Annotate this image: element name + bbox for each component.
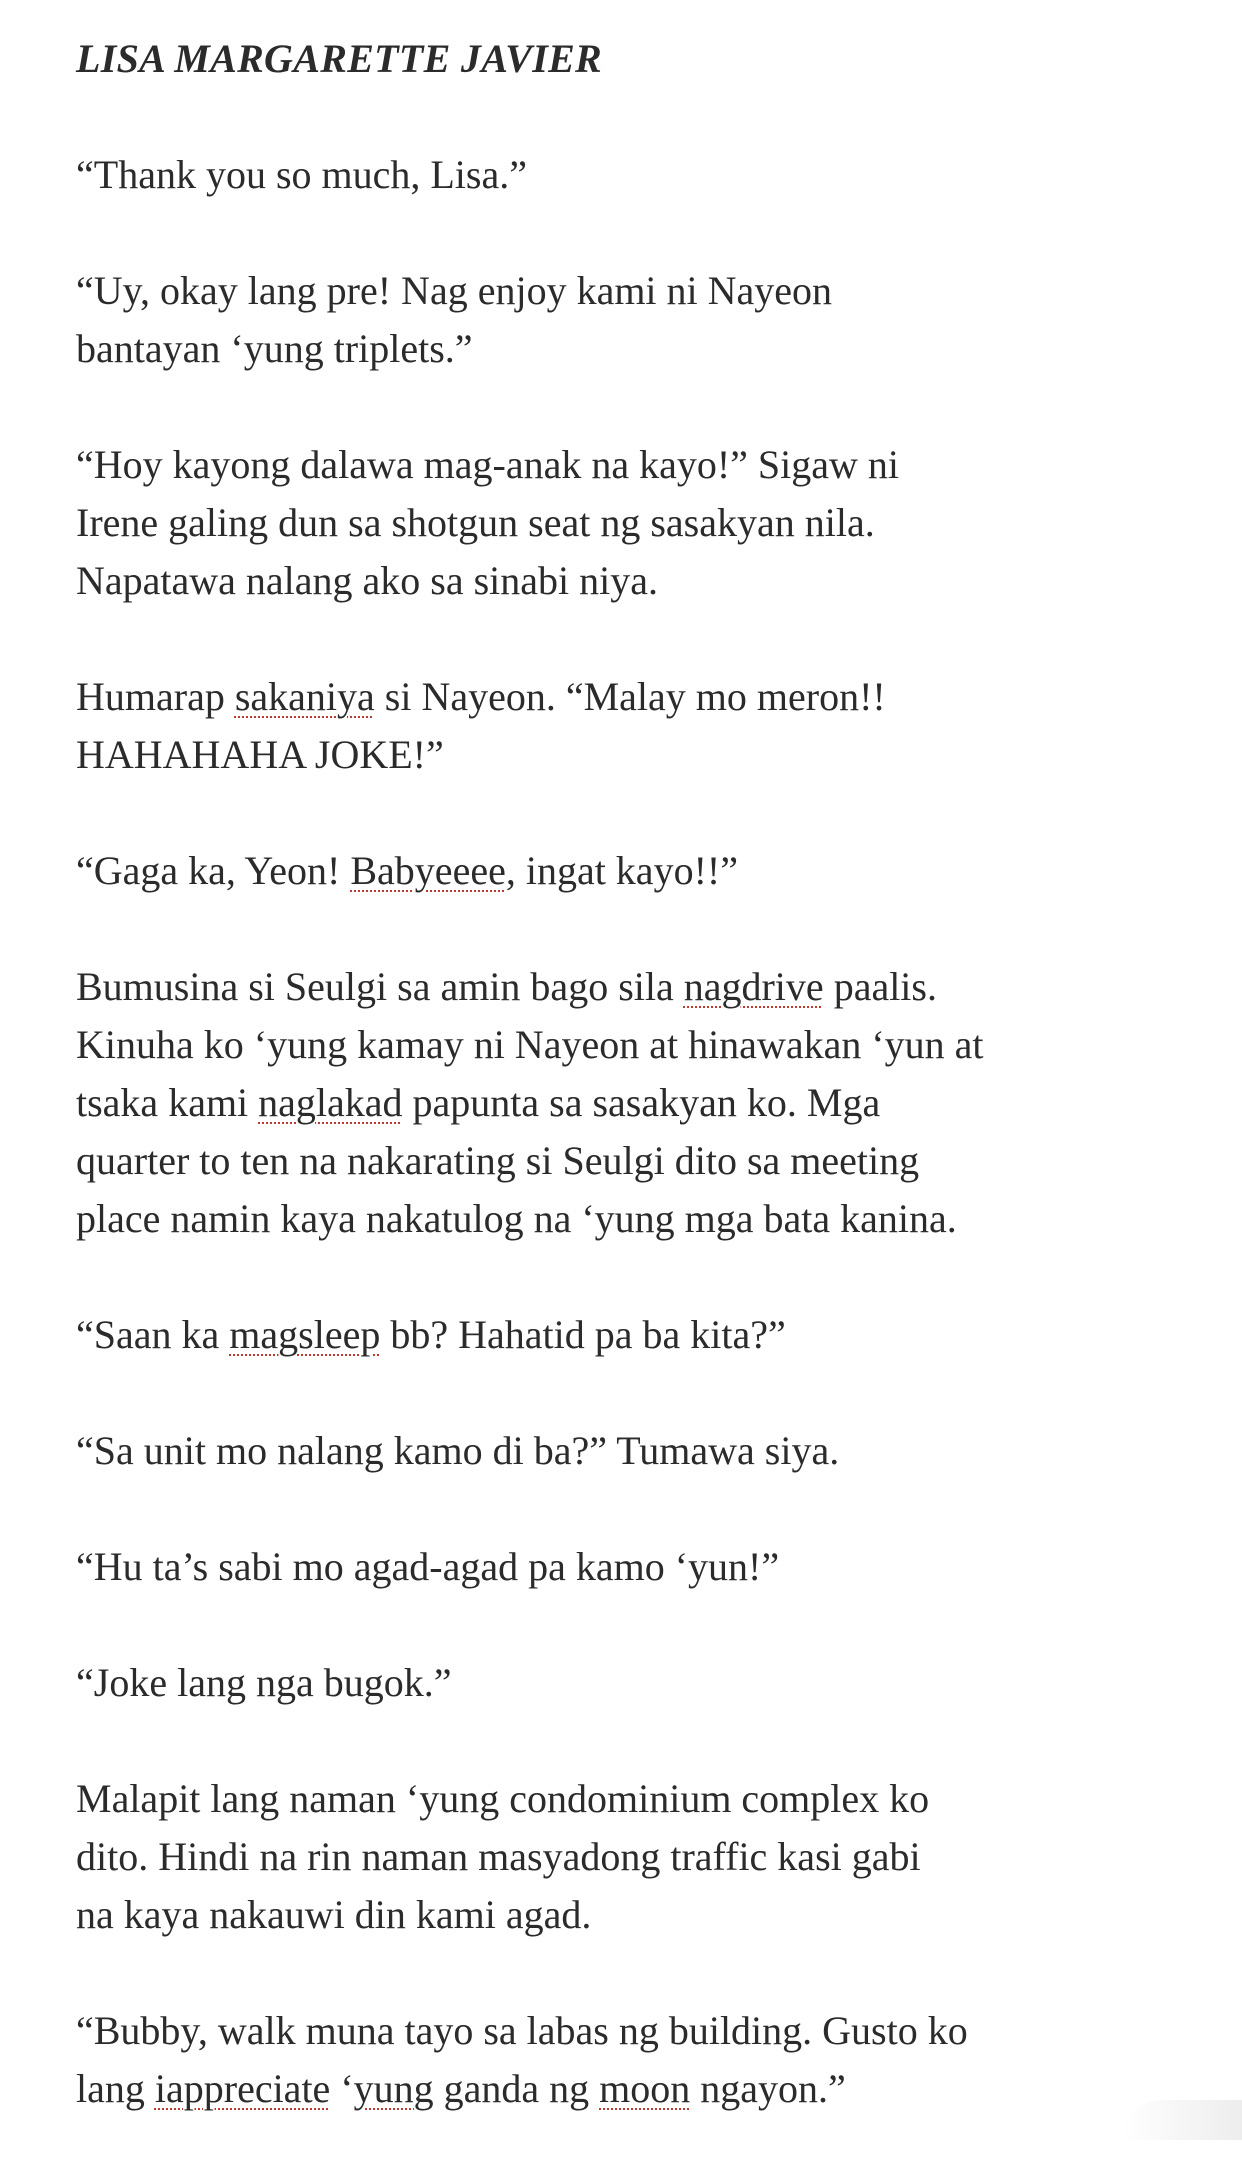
text-segment: “Hoy kayong dalawa mag-anak na kayo!” Sigaw ni: [76, 442, 900, 487]
text-segment: Bumusina si Seulgi sa amin bago sila: [76, 964, 684, 1009]
paragraph: [76, 436, 1186, 610]
text-segment: bantayan ‘yung triplets.”: [76, 326, 473, 371]
text-segment: si Nayeon. “Malay mo meron!!: [374, 674, 886, 719]
text-segment: Malapit lang naman ‘yung condominium complex ko: [76, 1776, 930, 1821]
text-segment: place namin kaya nakatulog na ‘yung mga bata kanina.: [76, 1196, 957, 1241]
text-line: [76, 668, 1186, 726]
paragraph: [76, 1770, 1186, 1944]
text-line: [76, 1770, 1186, 1828]
paragraph: [76, 668, 1186, 784]
text-segment: “Sa unit mo nalang kamo di ba?” Tumawa siya.: [76, 1428, 840, 1473]
paragraph: [76, 842, 1186, 900]
text-segment: “Saan ka: [76, 1312, 230, 1357]
text-line: [76, 494, 1186, 552]
text-line: [76, 320, 1186, 378]
text-line: [76, 436, 1186, 494]
text-segment: Kinuha ko ‘yung kamay ni Nayeon at hinawakan ‘yun at: [76, 1022, 984, 1067]
text-segment: “Bubby, walk muna tayo sa labas ng building. Gusto ko: [76, 2008, 968, 2053]
document-page: [76, 30, 1186, 2176]
text-line: [76, 842, 1186, 900]
text-segment: , ingat kayo!!”: [505, 848, 738, 893]
text-segment: “Joke lang nga bugok.”: [76, 1660, 452, 1705]
text-segment: dito. Hindi na rin naman masyadong traffic kasi gabi: [76, 1834, 921, 1879]
spellcheck-flagged-word: Babyeeee: [350, 848, 506, 893]
paragraph: [76, 1654, 1186, 1712]
spellcheck-flagged-word: moon: [599, 2066, 691, 2111]
document-body: [76, 146, 1186, 2118]
text-line: [76, 1074, 1186, 1132]
text-segment: quarter to ten na nakarating si Seulgi dito sa meeting: [76, 1138, 920, 1183]
text-line: [76, 146, 1186, 204]
text-segment: Irene galing dun sa shotgun seat ng sasakyan nila.: [76, 500, 875, 545]
text-line: [76, 262, 1186, 320]
spellcheck-flagged-word: naglakad: [258, 1080, 403, 1125]
text-line: [76, 2002, 1186, 2060]
text-segment: Napatawa nalang ako sa sinabi niya.: [76, 558, 659, 603]
text-segment: “Hu ta’s sabi mo agad-agad pa kamo ‘yun!”: [76, 1544, 780, 1589]
chapter-title: LISA MARGARETTE JAVIER: [76, 36, 603, 81]
paragraph: [76, 2002, 1186, 2118]
text-segment: ngayon.”: [690, 2066, 846, 2111]
text-line: [76, 2060, 1186, 2118]
text-segment: lang: [76, 2066, 155, 2111]
spellcheck-flagged-word: magsleep: [229, 1312, 381, 1357]
text-line: [76, 552, 1186, 610]
scroll-corner-shadow: [1122, 2100, 1242, 2140]
text-segment: ganda ng: [433, 2066, 600, 2111]
paragraph: [76, 146, 1186, 204]
text-line: [76, 1306, 1186, 1364]
text-line: [76, 958, 1186, 1016]
text-line: [76, 726, 1186, 784]
text-segment: ‘: [330, 2066, 354, 2111]
spellcheck-flagged-word: iappreciate: [154, 2066, 331, 2111]
text-segment: Humarap: [76, 674, 235, 719]
text-segment: “Gaga ka, Yeon!: [76, 848, 351, 893]
text-line: [76, 1190, 1186, 1248]
text-line: [76, 1016, 1186, 1074]
text-line: [76, 1422, 1186, 1480]
text-segment: papunta sa sasakyan ko. Mga: [402, 1080, 881, 1125]
spellcheck-flagged-word: yung: [353, 2066, 434, 2111]
text-line: [76, 1132, 1186, 1190]
text-line: [76, 1828, 1186, 1886]
paragraph: [76, 1422, 1186, 1480]
spellcheck-flagged-word: nagdrive: [683, 964, 824, 1009]
paragraph: [76, 1306, 1186, 1364]
paragraph: [76, 262, 1186, 378]
text-line: [76, 1538, 1186, 1596]
text-line: [76, 1654, 1186, 1712]
text-line: [76, 1886, 1186, 1944]
text-segment: “Thank you so much, Lisa.”: [76, 152, 527, 197]
text-segment: bb? Hahatid pa ba kita?”: [380, 1312, 786, 1357]
text-segment: paalis.: [823, 964, 937, 1009]
spellcheck-flagged-word: sakaniya: [234, 674, 375, 719]
text-segment: na kaya nakauwi din kami agad.: [76, 1892, 592, 1937]
text-segment: “Uy, okay lang pre! Nag enjoy kami ni Nayeon: [76, 268, 833, 313]
paragraph: [76, 1538, 1186, 1596]
paragraph: [76, 958, 1186, 1248]
text-segment: HAHAHAHA JOKE!”: [76, 732, 444, 777]
text-segment: tsaka kami: [76, 1080, 259, 1125]
